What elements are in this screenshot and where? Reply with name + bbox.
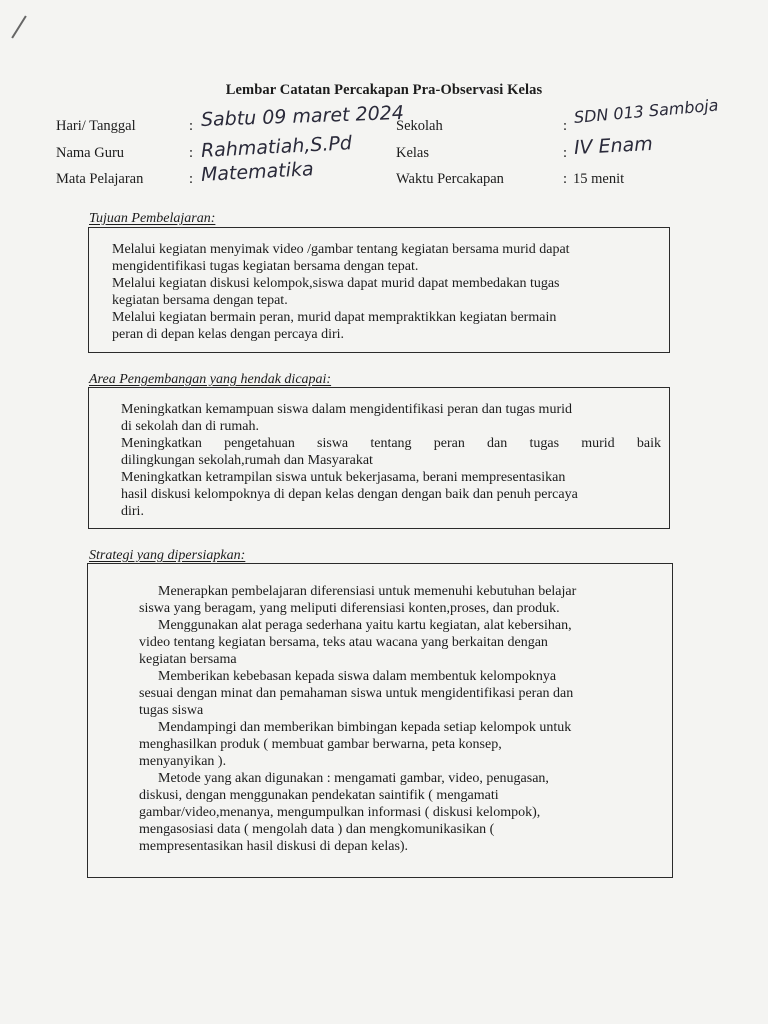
area-line: Meningkatkan kemampuan siswa dalam mengidentifikasi peran dan tugas murid [121,402,572,417]
area-line: Meningkatkan pengetahuan siswa tentang peran dan tugas murid baik [121,436,661,451]
tujuan-line: Melalui kegiatan menyimak video /gambar tentang kegiatan bersama murid dapat [112,242,570,257]
strategi-line: menghasilkan produk ( membuat gambar berwarna, peta konsep, [139,737,502,752]
colon: : [563,118,568,134]
kelas-label: Kelas [396,145,430,161]
pen-mark [11,15,26,38]
hari-label: Hari/ Tanggal [56,118,136,134]
document-title: Lembar Catatan Percakapan Pra-Observasi Kelas [225,82,543,98]
strategi-line: tugas siswa [139,703,204,718]
tujuan-line: Melalui kegiatan diskusi kelompok,siswa dapat murid dapat membedakan tugas [112,276,560,291]
tujuan-box [88,227,670,353]
strategi-box [87,563,673,878]
strategi-line: sesuai dengan minat dan pemahaman siswa untuk mengidentifikasi peran dan [139,686,574,701]
hari-value: Sabtu 09 maret 2024 [200,101,405,131]
strategi-label: Strategi yang dipersiapkan: [89,548,246,563]
mapel-value: Matematika [200,158,315,186]
strategi-line: Metode yang akan digunakan : mengamati gambar, video, penugasan, [158,771,549,786]
area-line: diri. [121,504,144,519]
strategi-line: video tentang kegiatan bersama, teks atau wacana yang berkaitan dengan [139,635,548,650]
waktu-value: 15 menit [573,171,625,187]
tujuan-line: peran di depan kelas dengan percaya diri. [112,327,345,342]
strategi-line: mengasosiasi data ( mengolah data ) dan mengkomunikasikan ( [139,822,495,837]
sekolah-label: Sekolah [396,118,443,134]
strategi-line: Memberikan kebebasan kepada siswa dalam membentuk kelompoknya [158,669,557,684]
colon: : [189,118,194,134]
strategi-line: Menerapkan pembelajaran diferensiasi untuk memenuhi kebutuhan belajar [158,584,577,599]
strategi-line: diskusi, dengan menggunakan pendekatan saintifik ( mengamati [139,788,499,803]
strategi-line: siswa yang beragam, yang meliputi diferensiasi konten,proses, dan produk. [139,601,560,616]
tujuan-line: mengidentifikasi tugas kegiatan bersama dengan tepat. [112,259,419,274]
strategi-line: menyanyikan ). [139,754,227,769]
tujuan-line: Melalui kegiatan bermain peran, murid dapat mempraktikkan kegiatan bermain [112,310,557,325]
colon: : [563,145,568,161]
area-line: hasil diskusi kelompoknya di depan kelas dengan dengan baik dan penuh percaya [121,487,578,502]
guru-value: Rahmatiah,S.Pd [200,132,353,162]
mapel-label: Mata Pelajaran [56,171,144,187]
tujuan-label: Tujuan Pembelajaran: [89,211,216,226]
area-box [88,387,670,529]
kelas-value: IV Enam [573,132,654,159]
strategi-line: kegiatan bersama [139,652,237,667]
strategi-line: mempresentasikan hasil diskusi di depan kelas). [139,839,409,854]
tujuan-line: kegiatan bersama dengan tepat. [112,293,288,308]
colon: : [563,171,568,187]
area-line: Meningkatkan ketrampilan siswa untuk bekerjasama, berani mempresentasikan [121,470,566,485]
waktu-label: Waktu Percakapan [396,171,504,187]
area-line: di sekolah dan di rumah. [121,419,260,434]
colon: : [189,171,194,187]
area-line: dilingkungan sekolah,rumah dan Masyarakat [121,453,373,468]
strategi-line: gambar/video,menanya, mengumpulkan informasi ( diskusi kelompok), [139,805,541,820]
area-label: Area Pengembangan yang hendak dicapai: [89,372,332,387]
strategi-line: Menggunakan alat peraga sederhana yaitu kartu kegiatan, alat kebersihan, [158,618,572,633]
colon: : [189,145,194,161]
guru-label: Nama Guru [56,145,125,161]
sekolah-value: SDN 013 Samboja [573,95,720,127]
strategi-line: Mendampingi dan memberikan bimbingan kepada setiap kelompok untuk [158,720,572,735]
